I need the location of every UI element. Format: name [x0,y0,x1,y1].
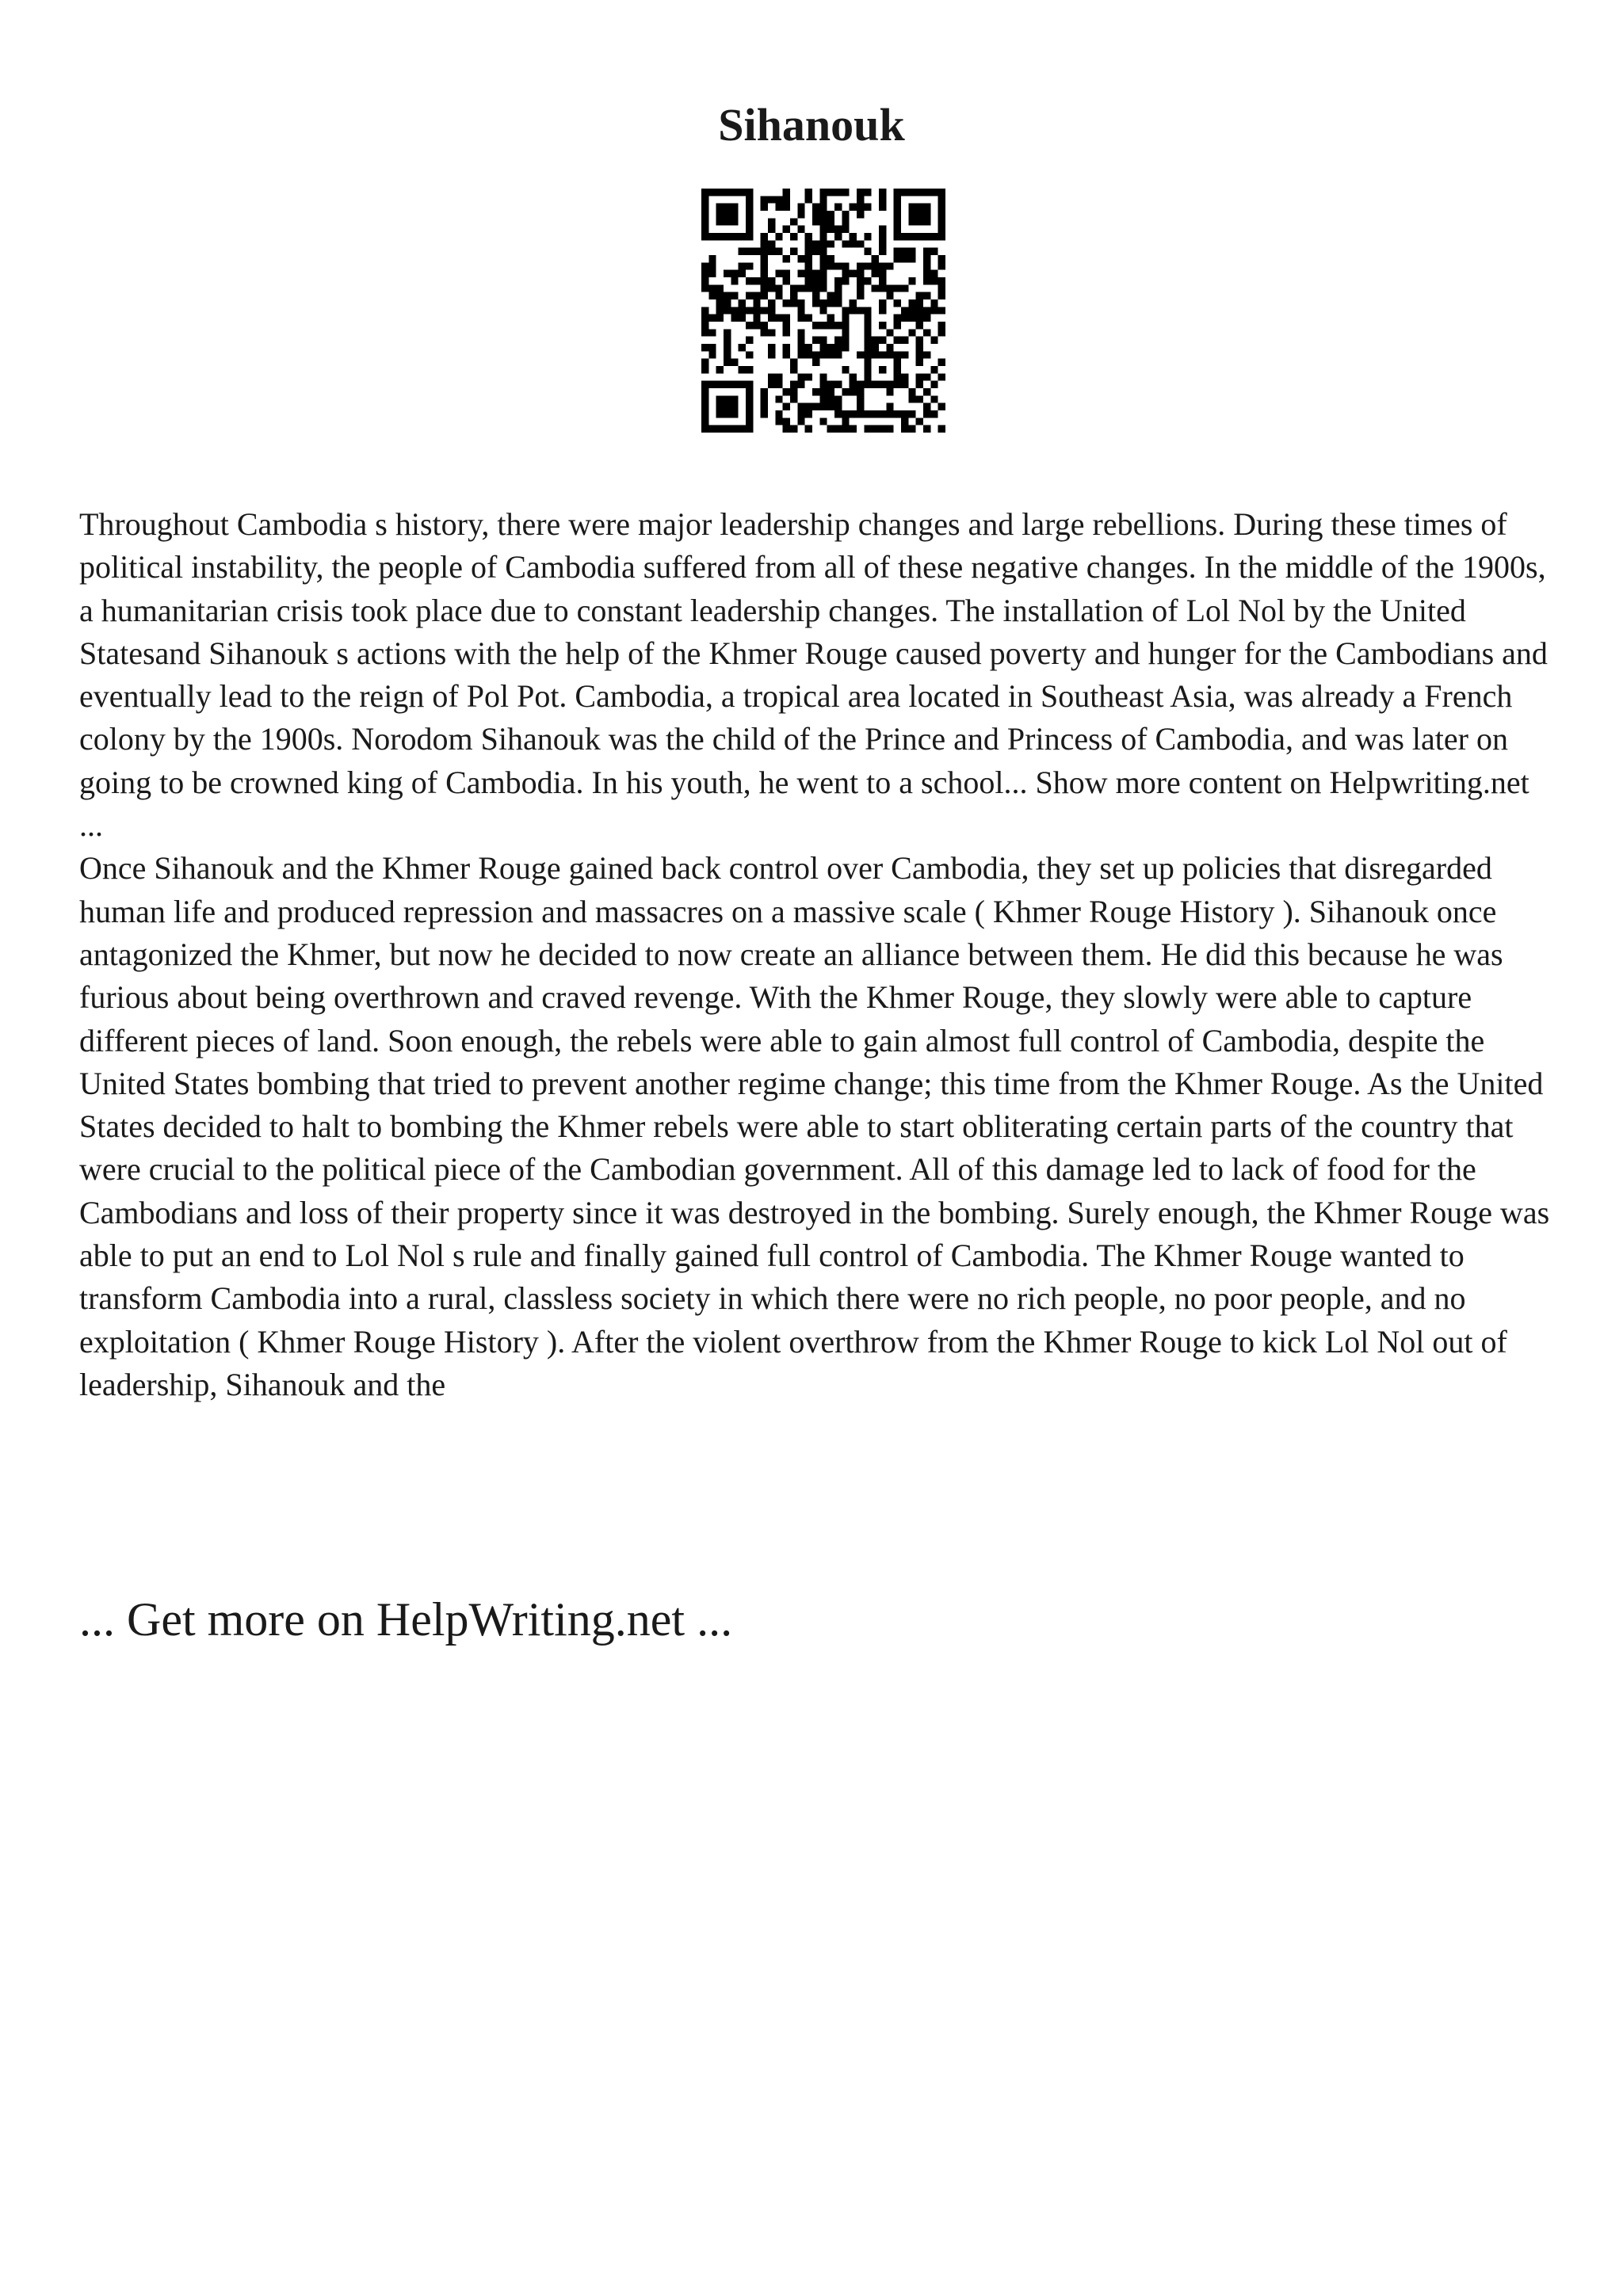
paragraph-intro: Throughout Cambodia s history, there were major leadership changes and large rebellions. During these times of political instability, the people of Cambodia suffered from all of these negative changes. In the middle of the 1900s, a humanitarian crisis took place due to constant leadership changes. The installation of Lol Nol by the United Statesand Sihanouk s actions with the help of the Khmer Rouge caused poverty and hunger for the Cambodians and eventually lead to the reign of Pol Pot. Cambodia, a tropical area located in Southeast Asia, was already a French colony by the 1900s. Norodom Sihanouk was the child of the Prince and Princess of Cambodia, and was later on going to be crowned king of Cambodia. In his youth, he went to a school... Show more content on Helpwriting.net ... [79,506,1548,844]
document-title: Sihanouk [718,99,905,151]
qr-code-icon [701,189,945,433]
get-more-link[interactable]: ... Get more on HelpWriting.net ... [79,1593,733,1646]
document-body [79,503,1553,1406]
paragraph-main: Once Sihanouk and the Khmer Rouge gained back control over Cambodia, they set up policies that disregarded human life and produced repression and massacres on a massive scale ( Khmer Rouge History ). Sihanouk once antagonized the Khmer, but now he decided to now create an alliance between them. He did this because he was furious about being overthrown and craved revenge. With the Khmer Rouge, they slowly were able to capture different pieces of land. Soon enough, the rebels were able to gain almost full control of Cambodia, despite the United States bombing that tried to prevent another regime change; this time from the Khmer Rouge. As the United States decided to halt to bombing the Khmer rebels were able to start obliterating certain parts of the country that were crucial to the political piece of the Cambodian government. All of this damage led to lack of food for the Cambodians and loss of their property since it was destroyed in the bombing. Surely enough, the Khmer Rouge was able to put an end to Lol Nol s rule and finally gained full control of Cambodia. The Khmer Rouge wanted to transform Cambodia into a rural, classless society in which there were no rich people, no poor people, and no exploitation ( Khmer Rouge History ). After the violent overthrow from the Khmer Rouge to kick Lol Nol out of leadership, Sihanouk and the [79,850,1550,1402]
